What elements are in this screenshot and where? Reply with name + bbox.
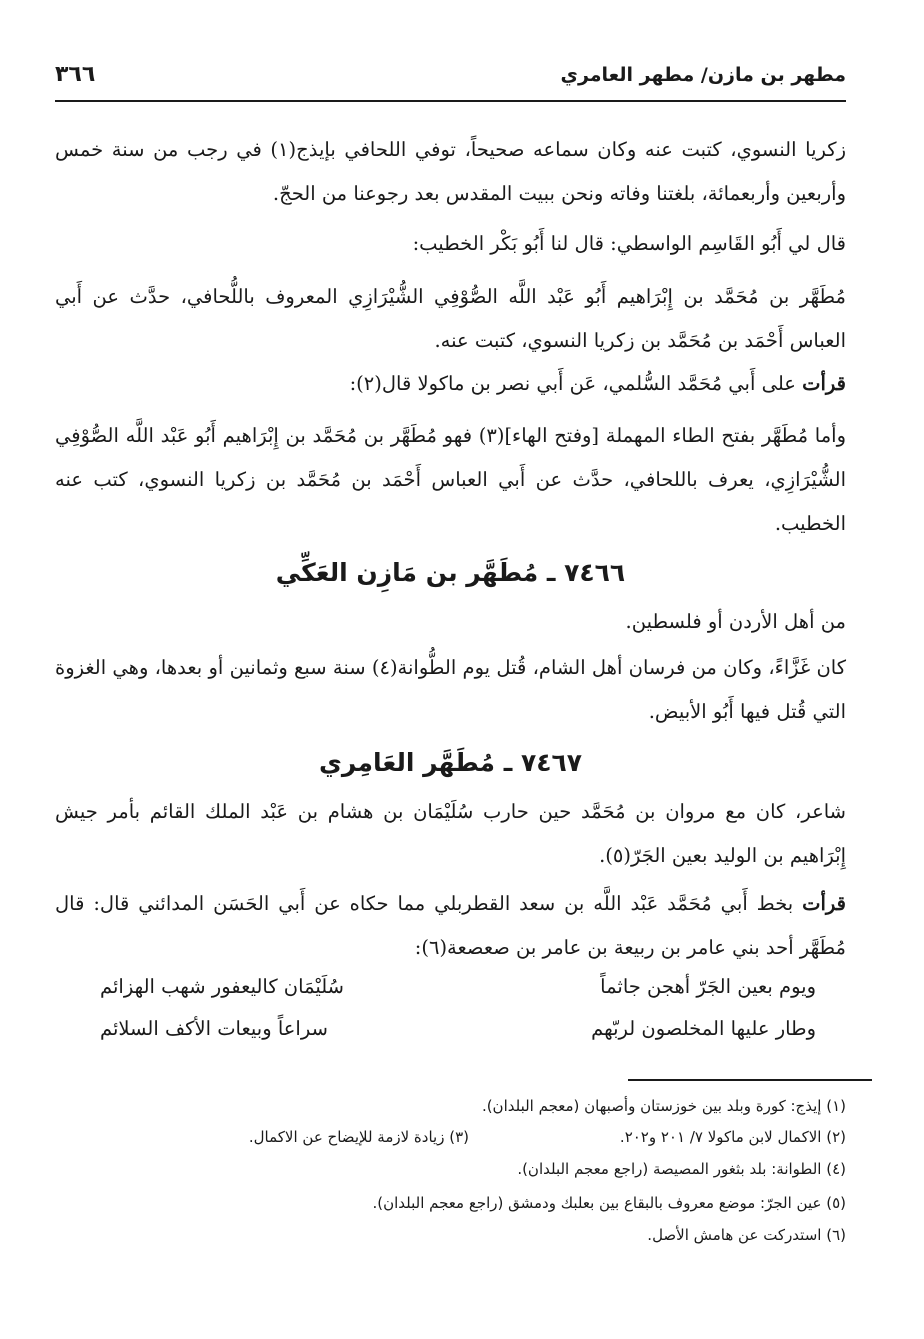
poem-verse xyxy=(100,1017,816,1053)
running-header xyxy=(55,60,846,92)
verse-first-hemistich: وطار عليها المخلصون لربّهم xyxy=(591,1017,816,1040)
verse-second-hemistich: سُلَيْمَان كاليعفور شهب الهزائم xyxy=(100,975,345,998)
entry-heading-7467: ٧٤٦٧ ـ مُطَهَّر العَامِري xyxy=(319,748,582,777)
running-title: مطهر بن مازن/ مطهر العامري xyxy=(560,64,846,86)
paragraph-isnad: قال لي أَبُو القَاسِم الواسطي: قال لنا أَبُو بَكْر الخطيب: xyxy=(412,232,846,255)
footnote: (٢) الاكمال لابن ماكولا ٧/ ٢٠١ و٢٠٢. xyxy=(619,1128,846,1146)
paragraph-qarat-1 xyxy=(55,362,846,406)
footnote: (٥) عين الجرّ: موضع معروف بالبقاع بين بعلبك ودمشق (راجع معجم البلدان). xyxy=(372,1194,846,1212)
header-rule xyxy=(55,100,846,102)
footnote: (٣) زيادة لازمة للإيضاح عن الاكمال. xyxy=(248,1128,469,1146)
footnote-rule xyxy=(628,1079,872,1081)
poem-verse xyxy=(100,975,816,1011)
paragraph-7466-bio: كان غَزَّاءً، وكان من فرسان أهل الشام، قُتل يوم الطُّوانة(٤) سنة سبع وثمانين أو بعدها، وهي الغزوة التي قُتل فيها أَبُو الأبيض. xyxy=(55,656,846,723)
verse-second-hemistich: سراعاً وبيعات الأكف السلائم xyxy=(100,1017,328,1040)
verse-first-hemistich: ويوم بعين الجَرّ أهجن جاثماً xyxy=(600,975,816,998)
qarat-text: على أَبي مُحَمَّد السُّلمي، عَن أَبي نصر بن ماكولا قال(٢): xyxy=(349,372,803,395)
paragraph-7466-origin: من أهل الأردن أو فلسطين. xyxy=(625,610,846,633)
footnote: (١) إيذج: كورة وبلد بين خوزستان وأصبهان (معجم البلدان). xyxy=(481,1097,846,1115)
paragraph-qarat-2 xyxy=(55,882,846,970)
qarat-lead: قرأت xyxy=(802,372,846,395)
paragraph-makula-quote: وأما مُطَهَّر بفتح الطاء المهملة [وفتح الهاء](٣) فهو مُطَهَّر بن مُحَمَّد بن إِبْرَاهيم أَبُو عَبْد اللَّه الصُّوْفِي الشُّيْرَازِي، يعرف باللحافي، حدَّث عن أَبي العباس أَحْمَد بن مُحَمَّد بن زكريا النسوي، كتب عنه الخطيب. xyxy=(55,424,847,535)
paragraph-continuation: زكريا النسوي، كتبت عنه وكان سماعه صحيحاً، توفي اللحافي بإيذج(١) في رجب من سنة خمس وأربعين وأربعمائة، بلغتنا وفاته ونحن ببيت المقدس بعد رجوعنا من الحجّ. xyxy=(55,138,846,205)
qarat-lead: قرأت xyxy=(802,892,846,915)
footnote: (٤) الطوانة: بلد بثغور المصيصة (راجع معجم البلدان). xyxy=(517,1160,846,1178)
paragraph-khatib-quote: مُطَهَّر بن مُحَمَّد بن إِبْرَاهيم أَبُو عَبْد اللَّه الصُّوْفِي الشُّيْرَازِي المعروف باللُّحافي، حدَّث عن أَبي العباس أَحْمَد بن مُحَمَّد بن زكريا النسوي، كتبت عنه. xyxy=(55,285,846,352)
footnote: (٦) استدركت عن هامش الأصل. xyxy=(647,1226,846,1244)
paragraph-7467-bio: شاعر، كان مع مروان بن مُحَمَّد حين حارب سُلَيْمَان بن هشام بن عَبْد الملك القائم بأمر جيش إِبْرَاهيم بن الوليد بعين الجَرّ(٥). xyxy=(55,800,846,867)
page-number: ٣٦٦ xyxy=(55,62,96,87)
entry-heading-7466: ٧٤٦٦ ـ مُطَهَّر بن مَازِن العَكِّي xyxy=(275,558,626,587)
qarat-text: بخط أَبي مُحَمَّد عَبْد اللَّه بن سعد القطربلي مما حكاه عن أَبي الحَسَن المدائني قال: قال مُطَهَّر أحد بني عامر بن ربيعة بن عامر بن صعصعة(٦): xyxy=(55,892,846,959)
